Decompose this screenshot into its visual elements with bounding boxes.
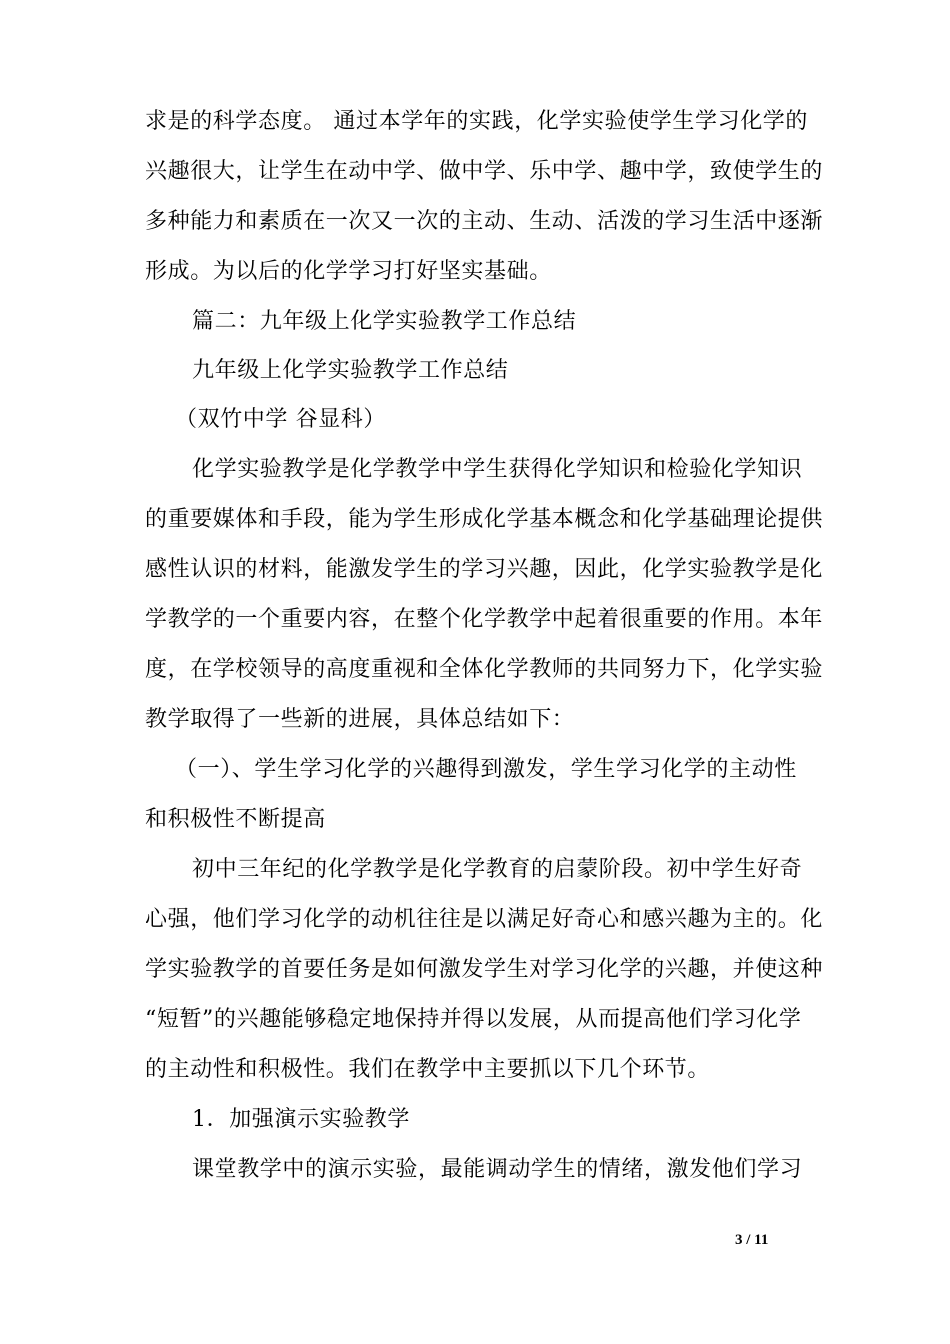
section-heading: 篇二：九年级上化学实验教学工作总结 [192,309,577,334]
paragraph-line: “短暂”的兴趣能够稳定地保持并得以发展，从而提高他们学习化学 [145,1007,802,1032]
paragraph-line: 兴趣很大，让学生在动中学、做中学、乐中学、趣中学，致使学生的 [145,159,824,184]
subheading-line: （一）、学生学习化学的兴趣得到激发，学生学习化学的主动性 [175,757,797,782]
paragraph-line: 初中三年纪的化学教学是化学教育的启蒙阶段。初中学生好奇 [192,857,803,882]
paragraph-line: 感性认识的材料，能激发学生的学习兴趣，因此，化学实验教学是化 [145,557,824,582]
paragraph-line: 的主动性和积极性。我们在教学中主要抓以下几个环节。 [145,1057,711,1082]
paragraph-line: 学实验教学的首要任务是如何激发学生对学习化学的兴趣，并使这种 [145,957,824,982]
paragraph-line: 的重要媒体和手段，能为学生形成化学基本概念和化学基础理论提供 [145,507,824,532]
subheading-line: 和积极性不断提高 [145,807,326,832]
paragraph-line: 学教学的一个重要内容，在整个化学教学中起着很重要的作用。本年 [145,607,824,632]
paragraph-line: 化学实验教学是化学教学中学生获得化学知识和检验化学知识 [192,457,803,482]
paragraph-line: 心强，他们学习化学的动机往往是以满足好奇心和感兴趣为主的。化 [145,907,824,932]
paragraph-line: 形成。为以后的化学学习打好坚实基础。 [145,259,552,284]
numbered-heading: 1．加强演示实验教学 [192,1107,410,1132]
author-line: （双竹中学 谷显科） [175,407,386,432]
paragraph-line: 课堂教学中的演示实验，最能调动学生的情绪，激发他们学习 [192,1157,803,1182]
page-number: 3 / 11 [735,1232,769,1248]
paragraph-line: 教学取得了一些新的进展，具体总结如下： [145,707,575,732]
document-title: 九年级上化学实验教学工作总结 [192,358,509,383]
paragraph-line: 度，在学校领导的高度重视和全体化学教师的共同努力下，化学实验 [145,657,824,682]
paragraph-line: 求是的科学态度。 通过本学年的实践，化学实验使学生学习化学的 [145,109,808,134]
paragraph-line: 多种能力和素质在一次又一次的主动、生动、活泼的学习生活中逐渐 [145,209,824,234]
